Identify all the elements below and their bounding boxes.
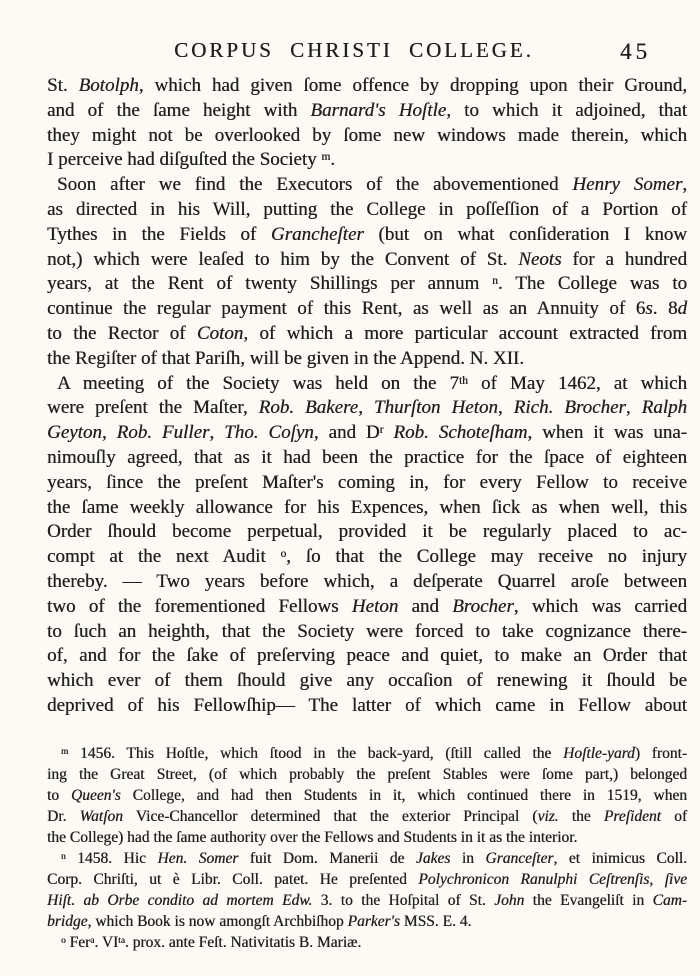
- page-title: CORPUS CHRISTI COLLEGE.: [174, 38, 534, 62]
- footnote-marker: r: [379, 424, 384, 437]
- body-text: [47, 74, 687, 719]
- text-line: and of the ſame height with Barnard's Hoſtle, to which it adjoined, that: [47, 99, 687, 121]
- text-line: I perceive had diſguſted the Society $^m$.: [47, 149, 335, 171]
- text-line: Dr. Watſon Vice-Chancellor determined that the exterior Principal (viz. the Preſident of: [47, 808, 688, 825]
- text-line: ing the Great Street, (of which probably the preſent Stables were ſome part,) belonged: [47, 766, 687, 783]
- footnote-marker: n: [61, 851, 66, 862]
- text-line: St. Botolph, which had given ſome offence by dropping upon their Ground,: [47, 75, 687, 96]
- text-line: $^m$ 1456. This Hoſtle, which ſtood in the back-yard, (ſtill called the Hoſtle-yard) front-: [61, 745, 688, 762]
- text-line: thereby. — Two years before which, a deſperate Quarrel aroſe between: [47, 570, 687, 592]
- footnotes: [47, 743, 687, 953]
- text-line: Soon after we find the Executors of the abovementioned Henry Somer,: [57, 174, 688, 196]
- footnote-marker: n: [492, 275, 498, 288]
- text-line: A meeting of the Society was held on the 7th of May 1462, at which: [57, 372, 687, 394]
- text-line: to Queen's College, and had then Students in it, which continued there in 1519, when: [47, 787, 687, 804]
- text-line: to the Rector of Coton, of which a more particular account extracted from: [47, 322, 687, 344]
- text-line: nimouſly agreed, that as it had been the practice for the ſpace of eighteen: [47, 446, 687, 468]
- footnote-marker: m: [61, 746, 69, 757]
- text-line: $^n$ 1458. Hic Hen. Somer fuit Dom. Manerii de Jakes in Granceſter, et inimicus Coll.: [61, 850, 687, 867]
- footnote-marker: ta: [118, 935, 125, 946]
- text-line: were preſent the Maſter, Rob. Bakere, Thurſton Heton, Rich. Brocher, Ralph: [47, 397, 687, 419]
- text-line: Geyton, Rob. Fuller, Tho. Coſyn, and $D^r$ Rob. Schoteſham, when it was una-: [47, 422, 687, 444]
- text-line: not,) which were leaſed to him by the Convent of St. Neots for a hundred: [47, 248, 687, 270]
- text-line: Order ſhould become perpetual, provided it be regularly placed to ac-: [47, 521, 687, 543]
- text-line: the College) had the ſame authority over the Fellows and Students in it as the interior.: [47, 829, 578, 846]
- page-number: 45: [620, 39, 651, 64]
- footnote-marker: o: [61, 935, 66, 946]
- text-line: bridge, which Book is now amongſt Archbiſhop Parker's MSS. E. 4.: [47, 913, 472, 930]
- footnote-marker: m: [321, 151, 331, 164]
- footnote-marker: o: [280, 548, 287, 561]
- running-header: [47, 38, 687, 68]
- text-line: of, and for the ſake of preſerving peace and quiet, to make an Order that: [47, 645, 687, 667]
- text-line: the Regiſter of that Pariſh, will be given in the Append. N. XII.: [47, 347, 525, 369]
- text-line: years, ſince the preſent Maſter's coming in, for every Fellow to receive: [47, 471, 687, 493]
- text-line: years, at the Rent of twenty Shillings per annum $^n$. The College was to: [47, 273, 687, 295]
- text-line: Tythes in the Fields of Grancheſter (but on what conſideration I know: [47, 223, 687, 245]
- text-line: they might not be overlooked by ſome new windows made therein, which: [47, 124, 687, 146]
- text-line: deprived of his Fellowſhip— The latter of which came in Fellow about: [47, 694, 687, 716]
- text-line: Hiſt. ab Orbe condito ad mortem Edw. 3. to the Hoſpital of St. John the Evangeliſt in Cam-: [47, 892, 687, 909]
- text-line: compt at the next Audit $^o$, ſo that the College may receive no injury: [47, 546, 688, 568]
- text-line: to ſuch an heighth, that the Society were forced to take cognizance there-: [47, 620, 687, 642]
- footnote-marker: th: [458, 374, 468, 387]
- text-line: as directed in his Will, putting the College in poſſeſſion of a Portion of: [47, 198, 687, 220]
- text-line: $^o$ Fer$^a$. $VI^{ta}$. prox. ante Feſt. Nativitatis B. Mariæ.: [61, 934, 362, 951]
- text-line: the ſame weekly allowance for his Expences, when ſick as when well, this: [47, 496, 687, 518]
- text-line: Corp. Chriſti, ut è Libr. Coll. patet. He preſented Polychronicon Ranulphi Ceſtrenſis, ſive: [47, 871, 687, 888]
- footnote-marker: a: [90, 935, 95, 946]
- text-line: which ever of them ſhould give any occaſion of renewing it ſhould be: [47, 670, 687, 692]
- text-line: two of the forementioned Fellows Heton and Brocher, which was carried: [47, 595, 687, 617]
- text-line: continue the regular payment of this Rent, as well as an Annuity of 6s. 8d: [47, 298, 687, 320]
